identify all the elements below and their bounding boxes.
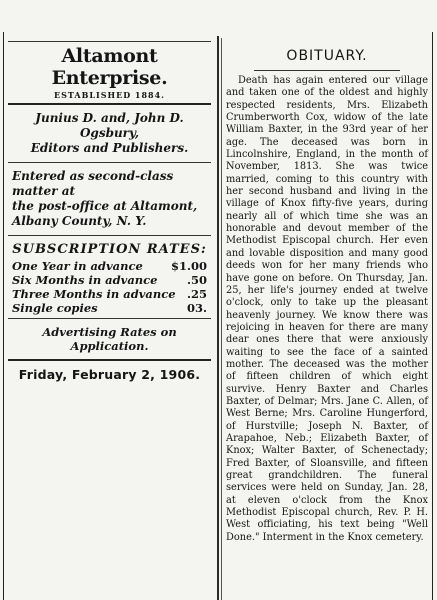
entered-line-2: the post-office at Altamont, [12,199,198,213]
entered-notice [12,169,211,229]
rate-row [12,259,207,273]
obituary-title-rule [254,70,400,71]
rate-label: One Year in advance [12,259,143,273]
advertising-rule [8,359,211,361]
rate-price: .25 [186,287,207,301]
center-column-rule [217,36,219,600]
editors-rule [8,162,211,163]
masthead-top-rule [8,41,211,42]
advertising-notice: Advertising Rates on Application. [42,325,177,353]
editors-block [8,111,211,156]
rate-label: Single copies [12,301,98,315]
left-column-rule [3,32,4,600]
rate-row [12,301,207,315]
rate-row [12,287,207,301]
rate-row [12,273,207,287]
rate-price: 03. [186,301,207,315]
obituary-title: OBITUARY. [286,48,368,64]
rate-price: .50 [186,273,207,287]
masthead-title: Altamont Enterprise. [51,45,168,89]
rate-label: Three Months in advance [12,287,176,301]
center-column-rule-inner [221,38,222,600]
subscription-heading: SUBSCRIPTION RATES: [12,242,207,257]
issue-date: Friday, February 2, 1906. [18,367,201,382]
masthead-rule [8,103,211,105]
subscription-rates [12,259,207,315]
editors-names: Junius D. and, John D. Ogsbury, [35,111,184,140]
obituary-body: Death has again entered our village and taken one of the oldest and highly respected residents, Mrs. Elizabeth Crumberworth Cox, widow of the late William Baxter, in the 93rd year of her age. The deceased was born in Lincolnshire, England, in the month of November, 1813. She was twice married, coming to this country with her second husband and living in the village of Knox fifty-five years, during nearly all of which time she was an honorable and devout member of the Methodist Episcopal church. Her even and lovable disposition and many good deeds won for her many friends who have gone on before. On Thursday, Jan. 25, her life's journey ended at twelve o'clock, only to take up the pleasant heavenly journey. We know there was rejoicing in heaven for there are many dear ones there that were anxiously waiting to see the face of a sainted mother. The deceased was the mother of fifteen children of which eight survive. Henry Baxter and Charles Baxter, of Delmar; Mrs. Jane C. Allen, of West Berne; Mrs. Caroline Hungerford, of Hurstville; Joseph N. Baxter, of Arapahoe, Neb.; Elizabeth Baxter, of Knox; Walter Baxter, of Schenectady; Fred Baxter, of Sloansville, and fifteen great grandchildren. The funeral services were held on Sunday, Jan. 28, at eleven o'clock from the Knox Methodist Episcopal church, Rev. P. H. West officiating, his text being "Well Done." Interment in the Knox cemetery. [226,75,428,543]
entered-rule [8,235,211,236]
editors-role: Editors and Publishers. [30,141,189,155]
obituary-column [226,36,428,544]
masthead-column [8,38,211,382]
rates-rule [8,318,211,319]
entered-line-3: Albany County, N. Y. [12,214,147,228]
right-column-rule [432,32,433,600]
masthead-established: ESTABLISHED 1884. [54,90,165,100]
entered-line-1: Entered as second-class matter at [12,169,174,198]
rate-price: $1.00 [170,259,207,273]
rate-label: Six Months in advance [12,273,158,287]
